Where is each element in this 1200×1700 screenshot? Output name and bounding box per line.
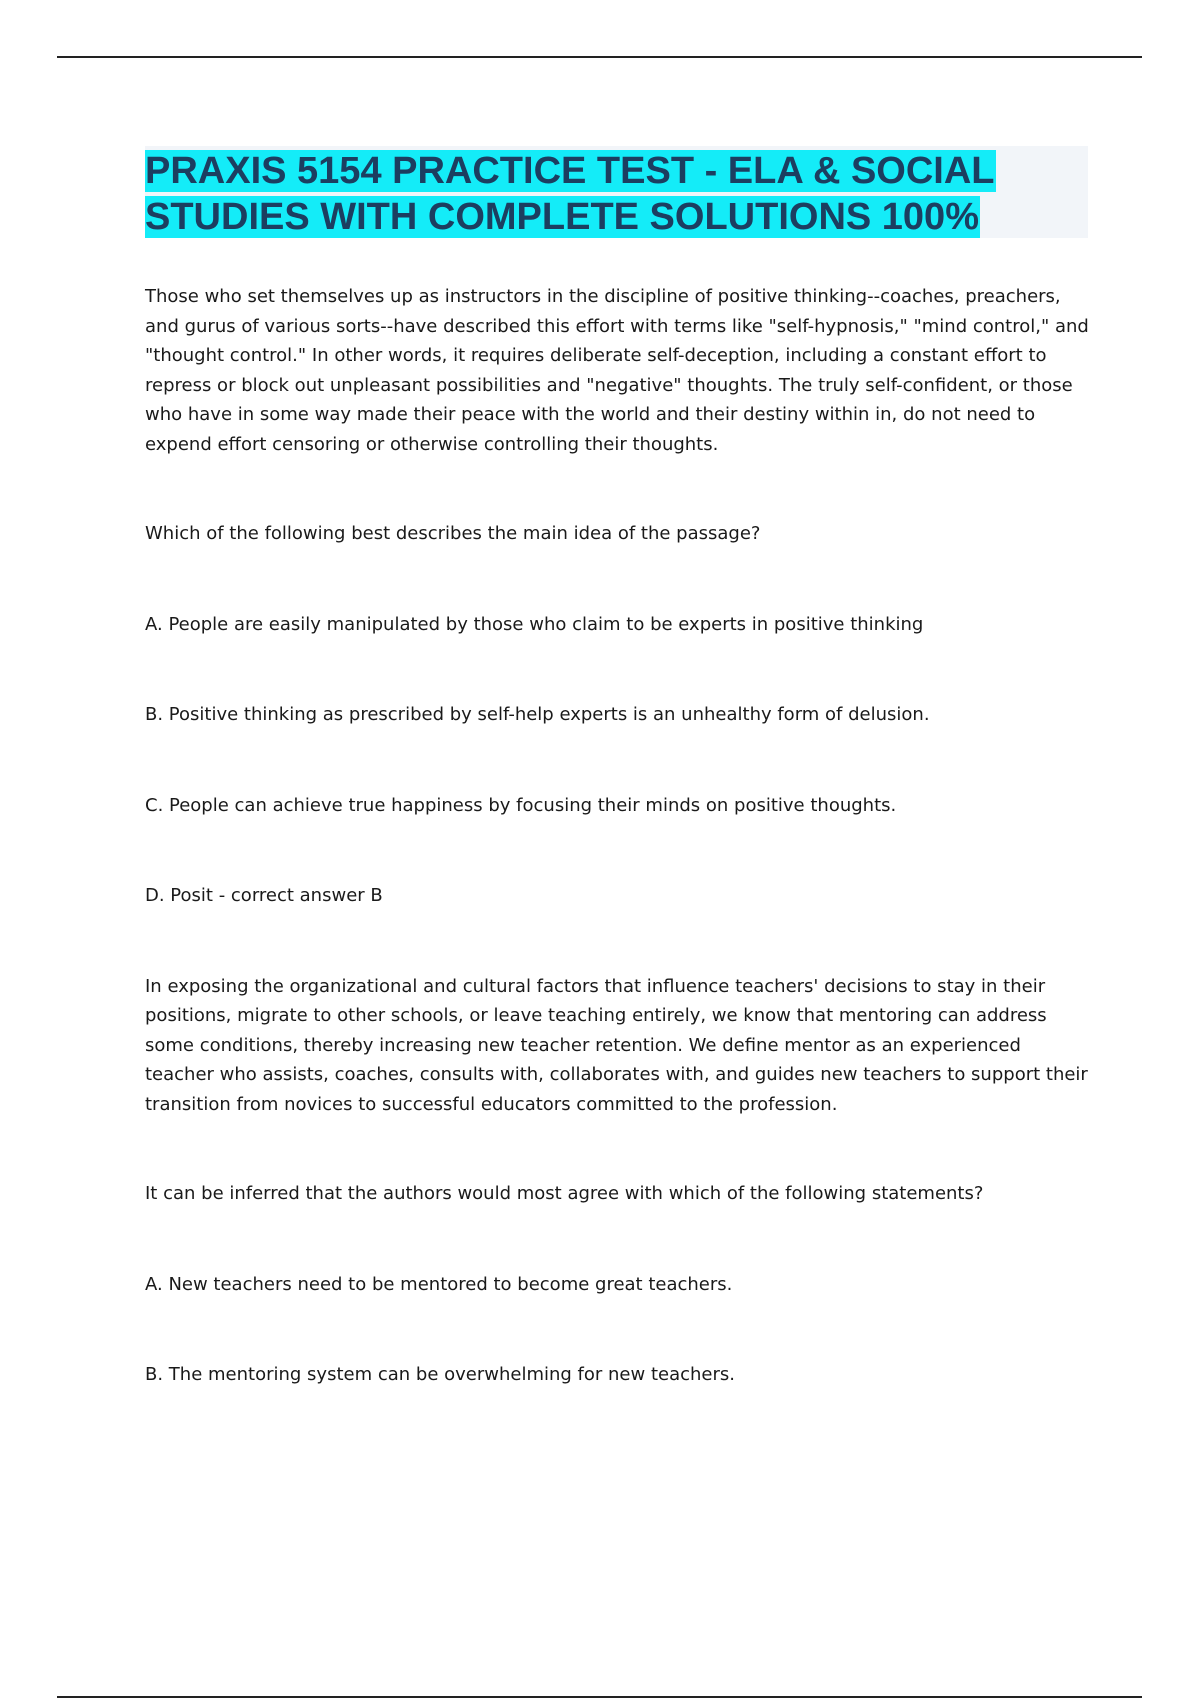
title-highlight: PRAXIS 5154 PRACTICE TEST - ELA & SOCIAL STUDIES WITH COMPLETE SOLUTIONS 100%	[145, 150, 995, 238]
question-1: Which of the following best describes the main idea of the passage?	[145, 523, 761, 544]
document-title	[145, 148, 1105, 240]
question-1-option-d: D. Posit - correct answer B	[145, 885, 383, 906]
question-2-option-a: A. New teachers need to be mentored to become great teachers.	[145, 1273, 733, 1295]
passage-1: Those who set themselves up as instructors in the discipline of positive thinking--coaches, preachers, and gurus of various sorts--have described this effort with terms like "self-hypnosis," "mind control," and "thought control." In other words, it requires deliberate self-deception, including a constant effort to repress or block out unpleasant possibilities and "negative" thoughts. The truly self-confident, or those who have in some way made their peace with the world and their destiny within in, do not need to expend effort censoring or otherwise controlling their thoughts.	[145, 286, 1089, 455]
passage-2: In exposing the organizational and cultural factors that influence teachers' decisions to stay in their positions, migrate to other schools, or leave teaching entirely, we know that mentoring can address some conditions, thereby increasing new teacher retention. We define mentor as an experienced teacher who assists, coaches, consults with, collaborates with, and guides new teachers to support their transition from novices to successful educators committed to the profession.	[145, 975, 1088, 1115]
document-body	[145, 282, 1095, 1451]
question-2: It can be inferred that the authors would most agree with which of the following statements?	[145, 1183, 984, 1204]
top-rule	[57, 56, 1142, 58]
question-1-option-a: A. People are easily manipulated by those who claim to be experts in positive thinking	[145, 613, 924, 635]
question-2-option-b: B. The mentoring system can be overwhelming for new teachers.	[145, 1364, 735, 1385]
question-1-option-b: B. Positive thinking as prescribed by self-help experts is an unhealthy form of delusion.	[145, 704, 930, 725]
bottom-rule	[57, 1696, 1142, 1698]
question-1-option-c: C. People can achieve true happiness by focusing their minds on positive thoughts.	[145, 794, 897, 816]
